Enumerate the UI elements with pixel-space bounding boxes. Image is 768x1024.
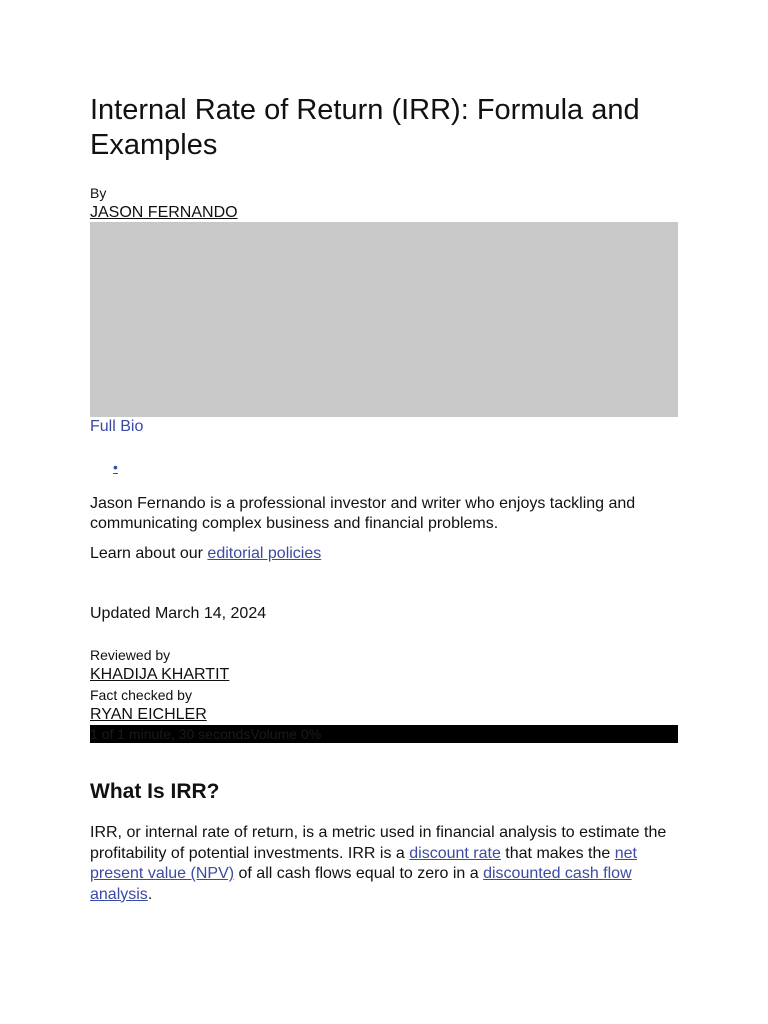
learn-prefix: Learn about our bbox=[90, 545, 208, 562]
irr-definition-paragraph bbox=[90, 823, 690, 905]
byline-label: By bbox=[90, 185, 107, 201]
editorial-policy-line bbox=[90, 544, 321, 564]
author-image bbox=[90, 222, 678, 417]
fact-checked-label: Fact checked by bbox=[90, 687, 192, 703]
author-bio: Jason Fernando is a professional investor and writer who enjoys tackling and communicating complex business and financial problems. bbox=[90, 495, 636, 532]
paragraph-text-4: . bbox=[147, 885, 153, 903]
dcf-analysis-link[interactable]: discounted cash flow analysis bbox=[90, 865, 632, 903]
social-bullet-link[interactable]: • bbox=[113, 459, 118, 475]
author-link[interactable]: JASON FERNANDO bbox=[90, 204, 238, 221]
discount-rate-link[interactable]: discount rate bbox=[409, 844, 501, 862]
reviewed-by-label: Reviewed by bbox=[90, 647, 171, 663]
npv-link[interactable]: net present value (NPV) bbox=[90, 844, 637, 882]
updated-date: Updated March 14, 2024 bbox=[90, 605, 267, 622]
paragraph-text-3: of all cash flows equal to zero in a bbox=[234, 865, 484, 882]
paragraph-text-1: IRR, or internal rate of return, is a metric used in financial analysis to estimate the profitability of potential investments. IRR is a bbox=[90, 824, 667, 862]
article-title: Internal Rate of Return (IRR): Formula and Examples bbox=[90, 94, 640, 161]
section-heading: What Is IRR? bbox=[90, 780, 220, 803]
reviewer-link[interactable]: KHADIJA KHARTIT bbox=[90, 666, 230, 683]
editorial-policies-link[interactable]: editorial policies bbox=[207, 545, 322, 562]
full-bio-link[interactable]: Full Bio bbox=[90, 418, 144, 435]
paragraph-text-2: that makes the bbox=[500, 844, 615, 862]
fact-checker-link[interactable]: RYAN EICHLER bbox=[90, 706, 207, 723]
video-player-bar[interactable]: 1 of 1 minute, 30 secondsVolume 0% bbox=[90, 725, 678, 743]
